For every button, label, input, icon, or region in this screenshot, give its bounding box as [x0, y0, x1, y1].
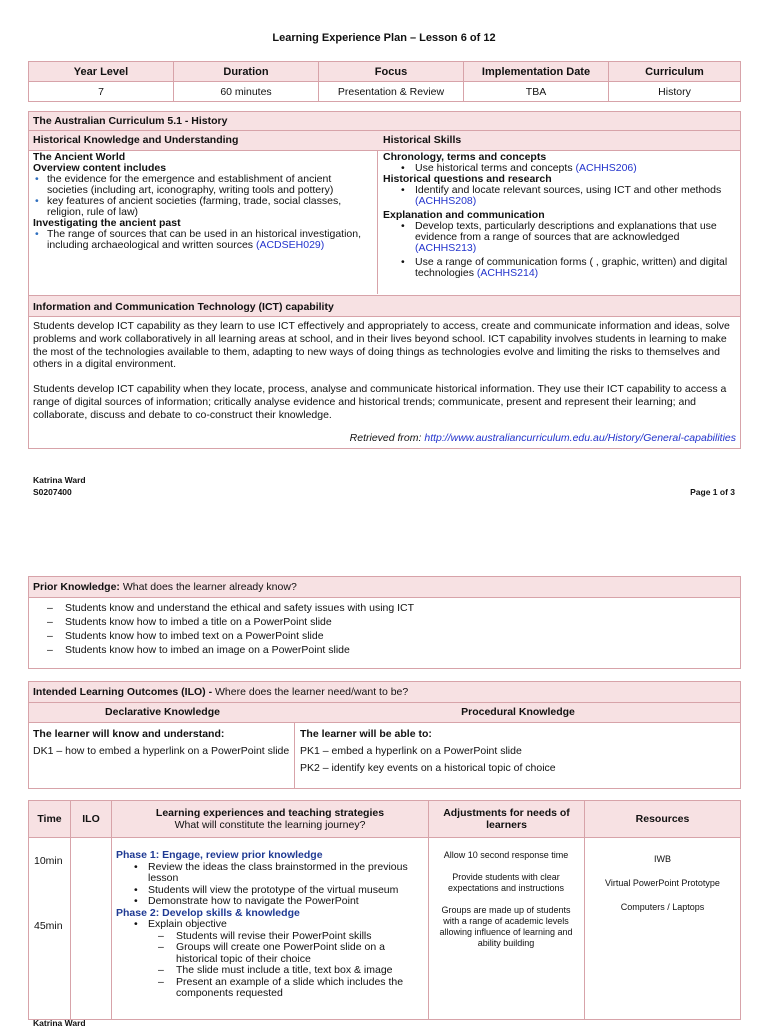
- knowledge-heading: Historical Knowledge and Understanding: [33, 134, 239, 146]
- prior-label: Prior Knowledge:: [33, 581, 120, 593]
- pk2: PK2 – identify key events on a historical topic of choice: [300, 762, 556, 774]
- item-text: Develop texts, particularly descriptions and explanations that use evidence from a range of sources that are acknowledged: [415, 220, 717, 243]
- list-item: [415, 221, 736, 254]
- item-text: Identify and locate relevant sources, using ICT and other methods: [415, 184, 722, 196]
- source-link[interactable]: http://www.australiancurriculum.edu.au/History/General-capabilities: [424, 431, 736, 444]
- prior-knowledge-section: [28, 576, 741, 669]
- value-duration: 60 minutes: [174, 82, 319, 102]
- header-focus: Focus: [319, 62, 464, 82]
- adjustments-cell: [431, 850, 581, 949]
- phase1-heading: Phase 1: Engage, review prior knowledge: [116, 849, 323, 861]
- topic-heading: The Ancient World: [33, 151, 126, 163]
- retrieved-label: Retrieved from:: [349, 431, 425, 444]
- code-link[interactable]: (ACHHS214): [476, 267, 539, 279]
- author-name: Katrina Ward: [33, 475, 86, 485]
- list-item: [47, 229, 373, 251]
- value-year-level: 7: [29, 82, 174, 102]
- prior-knowledge-list: [29, 601, 740, 657]
- value-focus: Presentation & Review: [319, 82, 464, 102]
- prior-question: What does the learner already know?: [119, 581, 297, 593]
- list-item: • key features of ancient societies (farming, trade, social classes, religion, rule of law): [47, 196, 373, 218]
- adjustment-item: Provide students with clear expectations and instructions: [447, 872, 565, 893]
- curriculum-heading: The Australian Curriculum 5.1 - History: [29, 112, 740, 130]
- declarative-lead: The learner will know and understand:: [33, 728, 225, 740]
- time-phase2: 45min: [34, 920, 63, 932]
- header-adjustments: Adjustments for needs of learners: [443, 807, 570, 831]
- list-item: – Present an example of a slide which includes the components requested: [176, 977, 424, 1000]
- resource-item: Virtual PowerPoint Prototype: [605, 878, 720, 888]
- retrieved-from: [33, 432, 736, 445]
- adjustment-item: Allow 10 second response time: [443, 850, 569, 860]
- footer-author: [33, 474, 86, 498]
- ilo-header: [29, 682, 740, 703]
- overview-list: [33, 174, 373, 218]
- list-item: – Groups will create one PowerPoint slide on a historical topic of their choice: [176, 942, 424, 965]
- declarative-heading: Declarative Knowledge: [105, 706, 220, 718]
- list-item: – Students know how to imbed an image on a PowerPoint slide: [65, 643, 740, 657]
- info-value-row: [29, 82, 741, 102]
- resource-item: IWB: [654, 854, 671, 864]
- phase2-heading: Phase 2: Develop skills & knowledge: [116, 906, 300, 919]
- ict-paragraph: Students develop ICT capability when they locate, process, analyse and communicate historical information. They use their ICT capability to access a range of digital sources of information; critically analyse evidence and historical trends; communicate, present and represent their learning; and collaborate, discuss and debate to co-construct their knowledge.: [33, 383, 727, 421]
- list-item: – Students know how to imbed text on a PowerPoint slide: [65, 629, 740, 643]
- phase2-sublist: [116, 931, 424, 1000]
- resources-cell: [585, 854, 740, 912]
- skills-column: [379, 150, 740, 294]
- list-item: • Students will view the prototype of the virtual museum: [148, 885, 424, 897]
- knowledge-column: [29, 150, 378, 294]
- investigating-list: [33, 229, 373, 251]
- item-text: Use historical terms and concepts: [415, 162, 573, 174]
- list-item: – The slide must include a title, text box & image: [176, 965, 424, 977]
- dk1: DK1 – how to embed a hyperlink on a PowerPoint slide: [33, 745, 290, 757]
- list-item: [415, 257, 736, 279]
- header-time: Time: [37, 813, 62, 825]
- time-phase1: 10min: [34, 855, 63, 867]
- skill-list: [383, 163, 736, 174]
- skill-list: [383, 221, 736, 279]
- skill-heading-research: Historical questions and research: [383, 173, 552, 185]
- header-duration: Duration: [174, 62, 319, 82]
- header-curriculum: Curriculum: [609, 62, 741, 82]
- list-item: • Explain objective: [148, 919, 424, 931]
- ilo-question: Where does the learner need/want to be?: [212, 686, 409, 698]
- page-title: Learning Experience Plan – Lesson 6 of 12: [272, 32, 496, 44]
- list-item: • Demonstrate how to navigate the PowerPoint: [148, 896, 424, 908]
- procedural-lead: The learner will be able to:: [300, 728, 432, 740]
- value-curriculum: History: [609, 82, 741, 102]
- header-implementation-date: Implementation Date: [464, 62, 609, 82]
- skills-heading: Historical Skills: [383, 134, 462, 146]
- pk1: PK1 – embed a hyperlink on a PowerPoint slide: [300, 745, 522, 757]
- resource-item: Computers / Laptops: [620, 902, 705, 912]
- adjustment-item: Groups are made up of students with a range of academic levels allowing influence of learning and ability building: [439, 905, 573, 948]
- info-header-row: [29, 62, 741, 82]
- code-link[interactable]: (ACHHS208): [415, 195, 477, 207]
- curriculum-subheader-row: [29, 130, 740, 151]
- list-item: – Students will revise their PowerPoint skills: [176, 931, 424, 943]
- phase1-list: [116, 862, 424, 908]
- ilo-subheader-row: [29, 703, 740, 723]
- ict-body: [29, 318, 740, 446]
- header-ilo: ILO: [82, 813, 100, 825]
- curriculum-section: [28, 111, 741, 449]
- page-number: Page 1 of 3: [690, 487, 735, 497]
- code-link[interactable]: (ACDSEH029): [255, 239, 325, 251]
- list-item: • the evidence for the emergence and establishment of ancient societies (including art, iconography, writing tools and pottery): [47, 174, 373, 196]
- procedural-heading: Procedural Knowledge: [461, 706, 575, 718]
- procedural-column: [296, 723, 740, 788]
- header-year-level: Year Level: [29, 62, 174, 82]
- ict-paragraph: Students develop ICT capability as they learn to use ICT effectively and appropriately to access, create and communicate information and ideas, solve problems and work collaboratively in all learning areas at school, and in their lives beyond school. ICT capability involves students in learning to make the most of the technologies available to them, adapting to new ways of doing things as technologies evolve and limiting the risks to themselves and others in a digital environment.: [33, 320, 730, 371]
- header-learning-title: Learning experiences and teaching strategies: [155, 807, 385, 819]
- lesson-info-table: [28, 61, 741, 102]
- ilo-label: Intended Learning Outcomes (ILO) -: [33, 686, 213, 698]
- learning-experiences-table: [28, 800, 741, 1020]
- ict-heading: Information and Communication Technology (ICT) capability: [29, 295, 740, 317]
- declarative-column: [29, 723, 295, 788]
- list-item: – Students know and understand the ethical and safety issues with using ICT: [65, 601, 740, 615]
- item-text: Use a range of communication forms ( , graphic, written) and digital technologies: [415, 256, 728, 279]
- list-item: [415, 163, 736, 174]
- skill-list: [383, 185, 736, 207]
- skill-heading-chronology: Chronology, terms and concepts: [383, 151, 547, 163]
- header-learning-subtitle: What will constitute the learning journey?: [174, 819, 366, 831]
- investigating-heading: Investigating the ancient past: [33, 217, 181, 229]
- value-implementation-date: TBA: [464, 82, 609, 102]
- header-resources: Resources: [635, 813, 690, 825]
- overview-heading: Overview content includes: [33, 162, 167, 174]
- student-id: S0207400: [33, 487, 72, 497]
- learning-cell: [116, 850, 424, 1000]
- footer-author-page2: Katrina Ward: [33, 1018, 86, 1028]
- code-link[interactable]: (ACHHS206): [575, 162, 637, 174]
- phase2-list: [116, 919, 424, 931]
- list-item: [415, 185, 736, 207]
- code-link[interactable]: (ACHHS213): [415, 242, 477, 254]
- list-item: • Review the ideas the class brainstormed in the previous lesson: [148, 862, 424, 885]
- ilo-section: [28, 681, 741, 789]
- list-item: – Students know how to imbed a title on a PowerPoint slide: [65, 615, 740, 629]
- item-text: The range of sources that can be used in an historical investigation, including archaeological and written sources: [47, 228, 362, 251]
- skill-heading-explanation: Explanation and communication: [383, 209, 545, 221]
- prior-knowledge-header: [29, 577, 740, 598]
- header-learning: [112, 801, 428, 837]
